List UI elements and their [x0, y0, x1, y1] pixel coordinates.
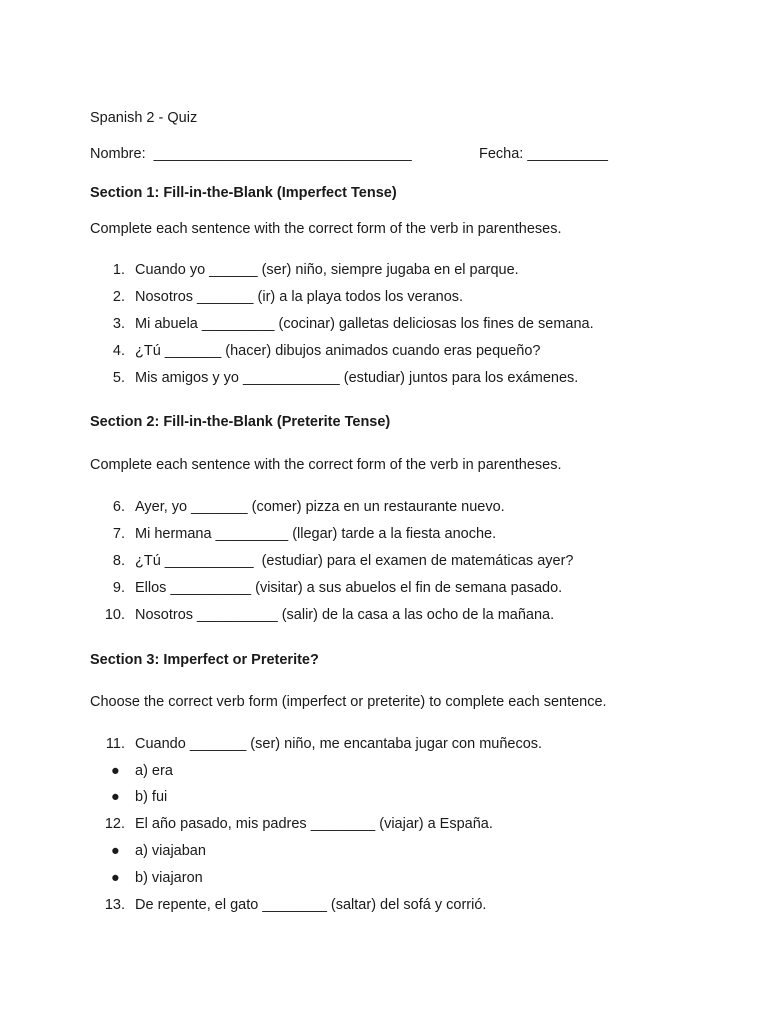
- quiz-title: Spanish 2 - Quiz: [90, 110, 198, 126]
- section3-heading: Section 3: Imperfect or Preterite?: [90, 652, 319, 668]
- item-number: 9.: [112, 580, 125, 596]
- fecha-field: Fecha: __________: [479, 146, 608, 162]
- bullet-icon: ●: [111, 763, 120, 779]
- question-text: ¿Tú ___________ (estudiar) para el examen de matemáticas ayer?: [135, 553, 574, 569]
- item-number: 13.: [104, 897, 125, 913]
- item-number: 6.: [112, 499, 125, 515]
- section2-instructions: Complete each sentence with the correct form of the verb in parentheses.: [90, 457, 562, 473]
- bullet-icon: ●: [111, 843, 120, 859]
- item-number: 4.: [112, 343, 125, 359]
- item-number: 8.: [112, 553, 125, 569]
- nombre-field: Nombre: ________________________________: [90, 146, 412, 162]
- question-text: Cuando yo ______ (ser) niño, siempre jugaba en el parque.: [135, 262, 519, 278]
- item-number: 10.: [104, 607, 125, 623]
- question-text: De repente, el gato ________ (saltar) del sofá y corrió.: [135, 897, 487, 913]
- answer-option: a) era: [135, 763, 173, 779]
- bullet-icon: ●: [111, 789, 120, 805]
- answer-option: b) viajaron: [135, 870, 203, 886]
- item-number: 2.: [112, 289, 125, 305]
- question-text: Mi hermana _________ (llegar) tarde a la fiesta anoche.: [135, 526, 497, 542]
- question-text: Mi abuela _________ (cocinar) galletas deliciosas los fines de semana.: [135, 316, 594, 332]
- item-number: 1.: [112, 262, 125, 278]
- item-number: 11.: [105, 736, 125, 752]
- question-text: Cuando _______ (ser) niño, me encantaba jugar con muñecos.: [135, 736, 543, 752]
- section2-heading: Section 2: Fill-in-the-Blank (Preterite Tense): [90, 414, 391, 430]
- bullet-icon: ●: [111, 870, 120, 886]
- question-text: Nosotros __________ (salir) de la casa a las ocho de la mañana.: [135, 607, 555, 623]
- question-text: Ellos __________ (visitar) a sus abuelos el fin de semana pasado.: [135, 580, 563, 596]
- item-number: 5.: [112, 370, 125, 386]
- item-number: 12.: [104, 816, 125, 832]
- item-number: 7.: [112, 526, 125, 542]
- item-number: 3.: [112, 316, 125, 332]
- section1-instructions: Complete each sentence with the correct form of the verb in parentheses.: [90, 221, 562, 237]
- section3-instructions: Choose the correct verb form (imperfect or preterite) to complete each sentence.: [90, 694, 607, 710]
- question-text: ¿Tú _______ (hacer) dibujos animados cuando eras pequeño?: [135, 343, 541, 359]
- question-text: Nosotros _______ (ir) a la playa todos los veranos.: [135, 289, 464, 305]
- question-text: Ayer, yo _______ (comer) pizza en un restaurante nuevo.: [135, 499, 505, 515]
- question-text: Mis amigos y yo ____________ (estudiar) juntos para los exámenes.: [135, 370, 579, 386]
- question-text: El año pasado, mis padres ________ (viajar) a España.: [135, 816, 493, 832]
- answer-option: a) viajaban: [135, 843, 206, 859]
- section1-heading: Section 1: Fill-in-the-Blank (Imperfect Tense): [90, 185, 397, 201]
- answer-option: b) fui: [135, 789, 168, 805]
